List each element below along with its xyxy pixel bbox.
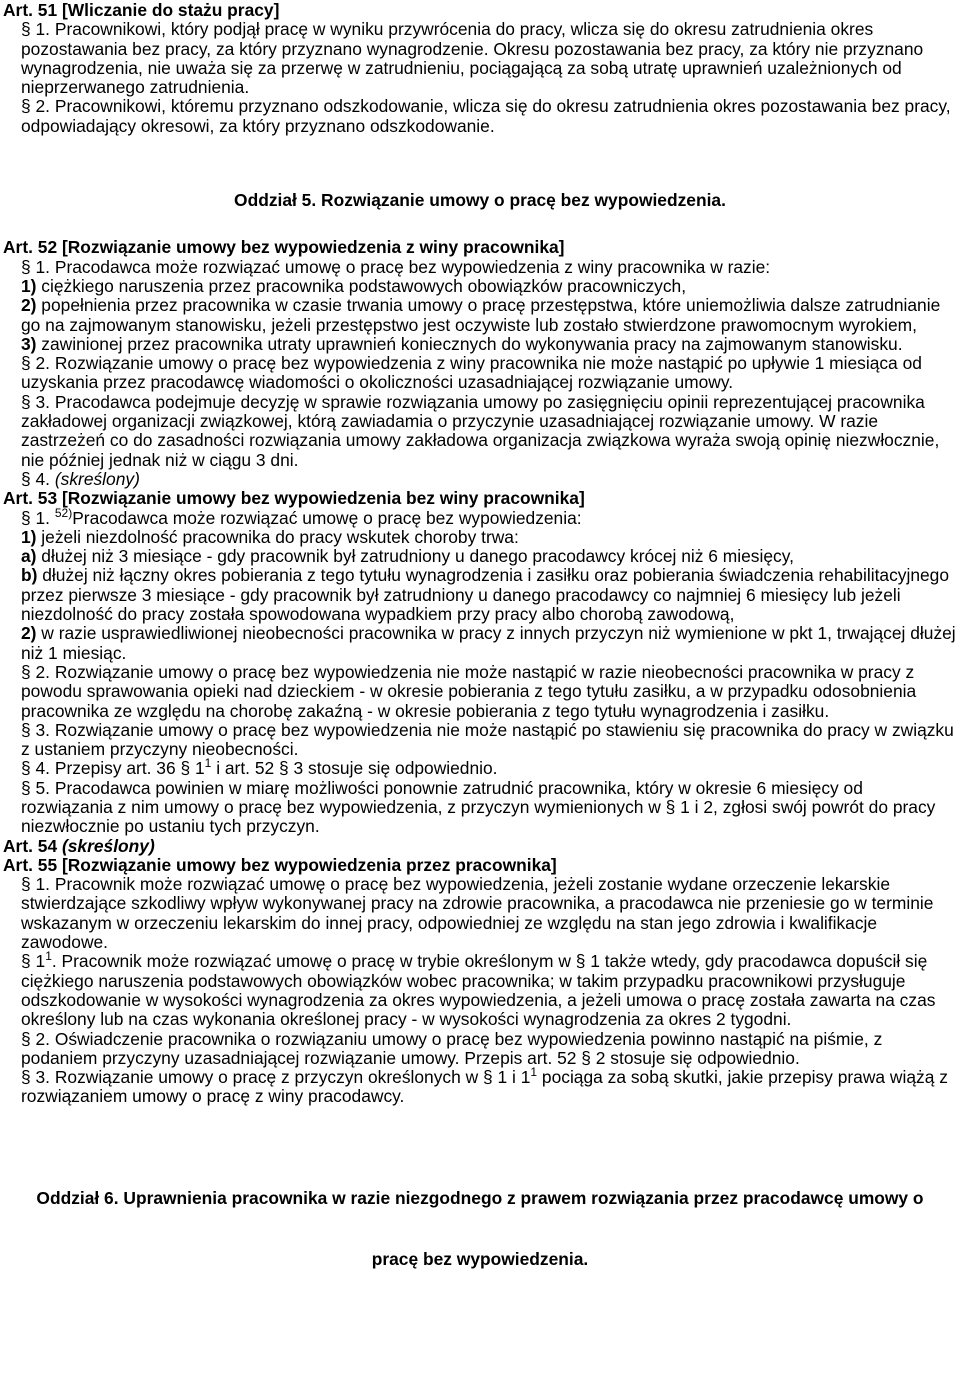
item-number: 1) [21,275,37,296]
article-53-heading: Art. 53 [Rozwiązanie umowy bez wypowiedzenia bez winy pracownika] [3,488,585,509]
para-number: § 1. [21,507,55,528]
para-text: § 4. Przepisy art. 36 § 1 [21,758,205,779]
article-53-item-1 [3,528,957,547]
section-6-heading-line-2: pracę bez wypowiedzenia. [371,1249,589,1270]
article-52-para-3: § 3. Pracodawca podejmuje decyzję w sprawie rozwiązania umowy po zasięgnięciu opinii reprezentującej pracownika zakładowej organizacji związkowej, którą zawiadamia o przyczynie uzasadniającej rozwiązanie umowy. W razie zastrzeżeń co do zasadności rozwiązania umowy zakładowa organizacja związkowa wyraża swoją opinię niezwłocznie, nie później jednak niż w ciągu 3 dni. [21,391,940,470]
superscript: 1 [45,949,52,964]
article-55-para-3 [3,1065,957,1107]
article-55-para-1: § 1. Pracownik może rozwiązać umowę o pracę bez wypowiedzenia, jeżeli zostanie wydane orzeczenie lekarskie stwierdzające szkodliwy wpływ wykonywanej pracy na zdrowie pracownika, a pracodawca nie przeniesie go w terminie wskazanym w orzeczeniu lekarskim do innej pracy, odpowiedniej ze względu na stan jego zdrowia i kwalifikacje zawodowe. [21,874,934,953]
item-text: jeżeli niezdolność pracownika do pracy wskutek choroby trwa: [36,526,519,547]
para-number: § 1 [21,951,46,972]
article-53-para-3: § 3. Rozwiązanie umowy o pracę bez wypowiedzenia nie może nastąpić po stawieniu się pracownika do pracy w związku z ustaniem przyczyny nieobecności. [21,719,954,760]
article-53-item-2 [3,624,957,663]
item-number: 2) [21,623,37,644]
article-53-para-2: § 2. Rozwiązanie umowy o pracę bez wypowiedzenia nie może nastąpić w razie nieobecności pracownika w pracy z powodu sprawowania opieki nad dzieckiem - w okresie pobierania z tego tytułu zasiłku, a w przypadku odosobnienia pracownika ze względu na chorobę zakaźną - w okresie pobierania z tego tytułu wynagrodzenia i zasiłku. [21,661,917,721]
para-text: . Pracownik może rozwiązać umowę o pracę w trybie określonym w § 1 także wtedy, gdy pracodawca dopuścił się ciężkiego naruszenia podstawowych obowiązków wobec pracownika; w takim przypadku pracownikowi przysługuje odszkodowanie w wysokości wynagrodzenia za okres wypowiedzenia, a jeżeli umowa o pracę została zawarta na czas określony lub na czas wykonania określonej pracy - w wysokości wynagrodzenia za okres 2 tygodni. [21,951,936,1030]
article-51-heading: Art. 51 [Wliczanie do stażu pracy] [3,0,280,20]
article-53-para-1 [3,505,957,528]
item-number: 2) [21,295,37,316]
item-text: dłużej niż łączny okres pobierania z tego tytułu wynagrodzenia i zasiłku oraz pobierania świadczenia rehabilitacyjnego przez pierwsze 3 miesiące - gdy pracownik był zatrudniony u danego pracodawcy co najmniej 6 miesięcy lub jeżeli niezdolność do pracy została spowodowana wypadkiem przy pracy albo chorobą zawodową, [21,565,950,625]
para-text: Pracodawca może rozwiązać umowę o pracę bez wypowiedzenia: [72,507,582,528]
para-text: § 3. Rozwiązanie umowy o pracę z przyczyn określonych w § 1 i 1 [21,1067,531,1088]
article-52-para-1: § 1. Pracodawca może rozwiązać umowę o pracę bez wypowiedzenia z winy pracownika w razie: [21,256,771,277]
article-53-item-b [3,566,957,624]
para-text: pociąga za sobą skutki, jakie przepisy prawa wiążą z rozwiązaniem umowy o pracę z winy pracodawcy. [21,1067,948,1107]
document-page [3,1,957,1269]
article-51-para-1: § 1. Pracownikowi, który podjął pracę w wyniku przywrócenia do pracy, wlicza się do okresu zatrudnienia okres pozostawania bez pracy, za który przyznano wynagrodzenie. Okresu pozostawania bez pracy, za który nie przyznano wynagrodzenia, nie uważa się za przerwę w zatrudnieniu, pociągającą za sobą utratę uprawnień uzależnionych od nieprzerwanego zatrudnienia. [21,19,924,98]
section-6-heading-line-1: Oddział 6. Uprawnienia pracownika w razie niezgodnego z prawem rozwiązania przez pracodawcę umowy o [36,1187,924,1208]
article-53-para-5: § 5. Pracodawca powinien w miarę możliwości ponownie zatrudnić pracownika, który w okresie 6 miesięcy od rozwiązania z nim umowy o pracę bez wypowiedzenia, z przyczyn wymienionych w § 1 i 2, zgłosi swój powrót do pracy niezwłocznie po ustaniu tych przyczyn. [21,777,936,837]
article-54-heading [3,837,957,856]
item-letter: b) [21,565,38,586]
item-text: zawinionej przez pracownika utraty uprawnień koniecznych do wykonywania pracy na zajmowanym stanowisku. [36,333,903,354]
article-number: Art. 54 [3,835,62,856]
repealed-note: (skreślony) [61,835,155,856]
superscript: 1 [530,1065,538,1080]
item-letter: a) [21,546,37,567]
article-52-heading: Art. 52 [Rozwiązanie umowy bez wypowiedzenia z winy pracownika] [3,237,565,258]
item-text: ciężkiego naruszenia przez pracownika podstawowych obowiązków pracowniczych, [36,275,687,296]
item-text: popełnienia przez pracownika w czasie trwania umowy o pracę przestępstwa, które uniemożliwia dalsze zatrudnianie go na zajmowanym stanowisku, jeżeli przestępstwo jest oczywiste lub zostało stwierdzone prawomocnym wyrokiem, [21,295,941,335]
article-52-item-3 [3,335,957,354]
article-55-heading: Art. 55 [Rozwiązanie umowy bez wypowiedzenia przez pracownika] [3,854,557,875]
article-53-item-a [3,547,957,566]
article-51-para-2: § 2. Pracownikowi, któremu przyznano odszkodowanie, wlicza się do okresu zatrudnienia okres pozostawania bez pracy, odpowiadający okresowi, za który przyznano odszkodowanie. [21,96,951,136]
article-52-para-2: § 2. Rozwiązanie umowy o pracę bez wypowiedzenia z winy pracownika nie może nastąpić po upływie 1 miesiąca od uzyskania przez pracodawcę wiadomości o okoliczności uzasadniającej rozwiązanie umowy. [21,353,922,393]
article-53-para-4 [3,756,957,779]
superscript: 1 [204,756,212,771]
section-5-heading: Oddział 5. Rozwiązanie umowy o pracę bez wypowiedzenia. [234,190,726,211]
article-55-para-1-1 [3,949,957,1030]
article-55-para-2: § 2. Oświadczenie pracownika o rozwiązaniu umowy o pracę bez wypowiedzenia powinno nastąpić na piśmie, z podaniem przyczyny uzasadniającej rozwiązanie umowy. Przepis art. 52 § 2 stosuje się odpowiednio. [21,1028,883,1068]
item-number: 3) [21,333,37,354]
para-text: i art. 52 § 3 stosuje się odpowiednio. [211,758,498,779]
repealed-note: (skreślony) [54,468,140,489]
article-52-item-1 [3,277,957,296]
para-number: § 4. [21,468,55,489]
item-number: 1) [21,526,37,547]
article-52-item-2 [3,296,957,335]
footnote-marker: 52) [54,505,73,520]
article-52-para-4 [3,470,957,489]
item-text: dłużej niż 3 miesiące - gdy pracownik był zatrudniony u danego pracodawcy krócej niż 6 miesięcy, [36,546,794,567]
item-text: w razie usprawiedliwionej nieobecności pracownika w pracy z innych przyczyn niż wymienione w pkt 1, trwającej dłużej niż 1 miesiąc. [21,623,956,663]
